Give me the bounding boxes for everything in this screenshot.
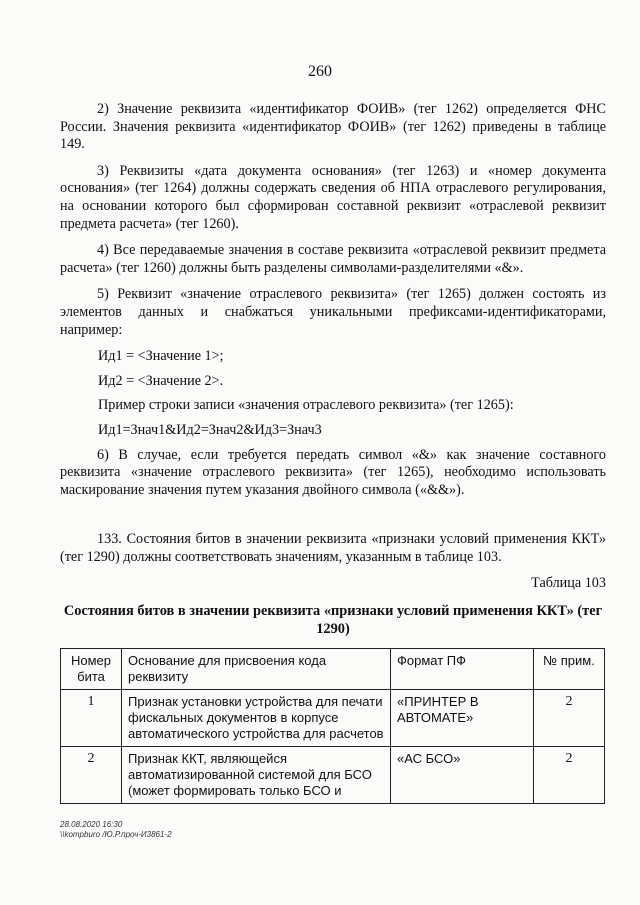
header-bit-number: Номер бита [61,649,122,690]
paragraph-133: 133. Состояния битов в значении реквизита «признаки условий применения ККТ» (тег 1290) должны соответствовать значениям, указанным в таблице 103. [60,531,606,565]
paragraph-item-6: 6) В случае, если требуется передать символ «&» как значение составного реквизита «значение отраслевого реквизита» (тег 1265), необходимо использовать маскирование значения путем указания двойного символа («&&»). [60,446,606,498]
table-label: Таблица 103 [531,575,606,592]
paragraph-item-5: 5) Реквизит «значение отраслевого реквизита» (тег 1265) должен состоять из элементов данных и снабжаться уникальными префиксами-идентификаторами, например: [60,286,606,338]
table-title: Состояния битов в значении реквизита «признаки условий применения ККТ» (тег 1290) [63,603,603,638]
footer-timestamp: 28.08.2020 16:30 [60,820,123,829]
cell-format: «АС БСО» [391,747,534,804]
cell-basis: Признак ККТ, являющейся автоматизированной системой для БСО (может формировать только БСО и [122,747,391,804]
cell-format: «ПРИНТЕР В АВТОМАТЕ» [391,690,534,747]
cell-note: 2 [534,747,605,804]
cell-bit-number: 1 [61,690,122,747]
example-caption: Пример строки записи «значения отраслевого реквизита» (тег 1265): [98,397,514,414]
header-note: № прим. [534,649,605,690]
document-footer [60,820,172,840]
paragraph-item-4: 4) Все передаваемые значения в составе реквизита «отраслевой реквизит предмета расчета» (тег 1260) должны быть разделены символами-разделителями «&». [60,242,606,276]
cell-bit-number: 2 [61,747,122,804]
bits-table [60,648,605,804]
table-row [61,690,605,747]
table-row [61,747,605,804]
cell-note: 2 [534,690,605,747]
table-header-row [61,649,605,690]
example-line-1: Ид1 = <Значение 1>; [98,348,224,365]
footer-file-path: \\kompburo /Ю.Р.проч-И3861-2 [60,830,172,839]
cell-basis: Признак установки устройства для печати фискальных документов в корпусе автоматического устройства для расчетов [122,690,391,747]
header-basis: Основание для присвоения кода реквизиту [122,649,391,690]
page-number: 260 [308,63,332,80]
paragraph-item-2: 2) Значение реквизита «идентификатор ФОИВ» (тег 1262) определяется ФНС России. Значения реквизита «идентификатор ФОИВ» (тег 1262) приведены в таблице 149. [60,101,606,153]
paragraph-item-3: 3) Реквизиты «дата документа основания» (тег 1263) и «номер документа основания» (тег 1264) должны содержать сведения об НПА отраслевого регулирования, на основании которого был сформирован составной реквизит «отраслевой реквизит предмета расчета» (тег 1260). [60,162,606,232]
example-line-2: Ид2 = <Значение 2>. [98,372,224,389]
header-format: Формат ПФ [391,649,534,690]
example-string: Ид1=Знач1&Ид2=Знач2&Ид3=Знач3 [98,421,322,438]
document-body [60,101,606,804]
